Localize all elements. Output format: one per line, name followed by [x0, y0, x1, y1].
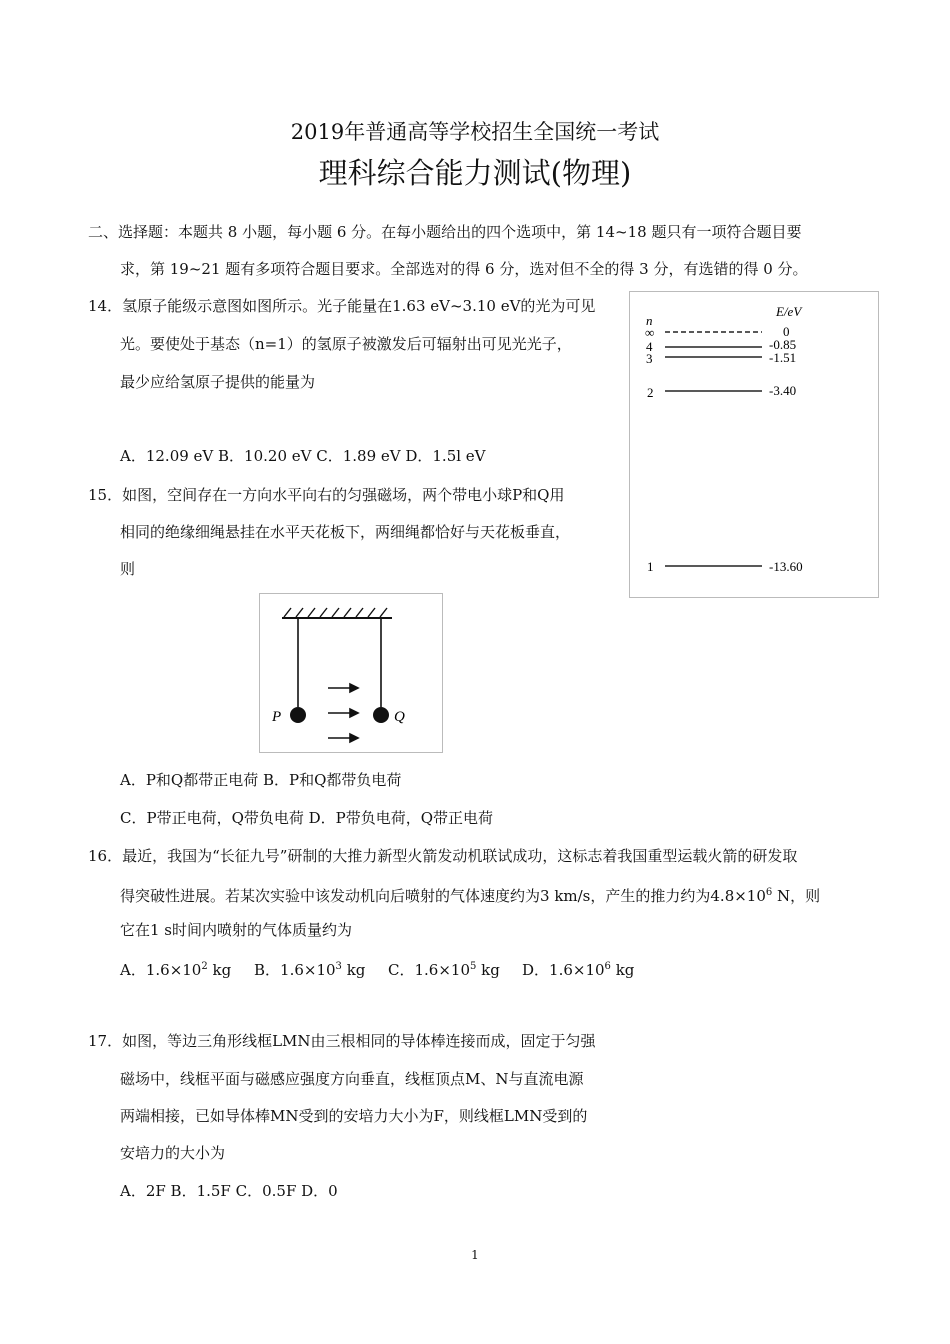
- ball-p: [290, 707, 306, 723]
- pendulum-figure: [259, 593, 443, 753]
- q14-line1: 14．氢原子能级示意图如图所示。光子能量在1.63 eV~3.10 eV的光为可见: [88, 297, 596, 315]
- level-n-3: 3: [646, 351, 653, 366]
- page-number: 1: [471, 1248, 479, 1262]
- q17-line4: 安培力的大小为: [120, 1144, 226, 1162]
- label-q: Q: [394, 709, 405, 725]
- q14-line3: 最少应给氢原子提供的能量为: [120, 373, 316, 391]
- section-intro-line2: 求，第 19~21 题有多项符合题目要求。全部选对的得 6 分，选对但不全的得 3 分，有选错的得 0 分。: [120, 260, 808, 278]
- exam-title: 2019年普通高等学校招生全国统一考试: [290, 120, 660, 144]
- field-arrows: [328, 684, 358, 742]
- section-intro-line1: 二、选择题：本题共 8 小题，每小题 6 分。在每小题给出的四个选项中，第 14~18 题只有一项符合题目要: [88, 223, 802, 241]
- level-e-infinity: 0: [783, 324, 790, 339]
- q15-options-ab: A．P和Q都带正电荷 B．P和Q都带负电荷: [120, 771, 402, 789]
- q16-option-d: D．$1.6\times 10^6$ kg: [522, 961, 635, 979]
- q17-line1: 17．如图，等边三角形线框LMN由三根相同的导体棒连接而成，固定于匀强: [88, 1032, 596, 1050]
- q16-line1: 16．最近，我国为“长征九号”研制的大推力新型火箭发动机联试成功，这标志着我国重型运载火箭的研发取: [88, 847, 798, 865]
- level-e-3: -1.51: [769, 350, 797, 365]
- q17-options: A．2F B．1.5F C．0.5F D．0: [120, 1182, 338, 1200]
- q16-option-c: C．$1.6\times 10^5$ kg: [388, 961, 500, 979]
- label-p: P: [272, 709, 282, 725]
- q15-line1: 15．如图，空间存在一方向水平向右的匀强磁场，两个带电小球P和Q用: [88, 486, 565, 504]
- q15-line2: 相同的绝缘细绳悬挂在水平天花板下，两细绳都恰好与天花板垂直，: [120, 523, 571, 541]
- level-e-4: -0.85: [769, 337, 797, 352]
- q16-option-a: A．$1.6\times 10^2$ kg: [120, 961, 232, 979]
- n-axis-label: n: [646, 313, 653, 328]
- q16-line3: 它在1 s时间内喷射的气体质量约为: [120, 921, 353, 939]
- level-n-4: 4: [646, 339, 653, 354]
- q14-line2: 光。要使处于基态（n=1）的氢原子被激发后可辐射出可见光光子，: [120, 335, 572, 353]
- energy-axis-label: E/eV: [776, 304, 802, 319]
- level-e-1: -13.60: [769, 559, 803, 574]
- energy-level-svg: [630, 292, 878, 597]
- q15-options-cd: C．P带正电荷，Q带负电荷 D．P带负电荷，Q带正电荷: [120, 809, 494, 827]
- q16-option-b: B．$1.6\times 10^3$ kg: [254, 961, 366, 979]
- q14-options: A．12.09 eV B．10.20 eV C．1.89 eV D．1.5l eV: [120, 447, 486, 465]
- q17-line2: 磁场中，线框平面与磁感应强度方向垂直，线框顶点M、N与直流电源: [120, 1070, 584, 1088]
- q17-line3: 两端相接，已如导体棒MN受到的安培力大小为F，则线框LMN受到的: [120, 1107, 588, 1125]
- level-n-infinity: ∞: [645, 325, 655, 340]
- ceiling-hatching: [284, 608, 387, 617]
- level-e-2: -3.40: [769, 383, 797, 398]
- q16-line2: 得突破性进展。若某次实验中该发动机向后喷射的气体速度约为3 km/s，产生的推力约为$4.8\times 10^6$ N，则: [120, 887, 821, 905]
- q15-line3: 则: [120, 560, 136, 578]
- level-n-1: 1: [647, 559, 654, 574]
- ball-q: [373, 707, 389, 723]
- level-n-2: 2: [647, 385, 654, 400]
- exam-subtitle: 理科综合能力测试(物理): [318, 156, 632, 190]
- energy-level-diagram: [629, 291, 879, 598]
- pendulum-svg: [260, 594, 442, 752]
